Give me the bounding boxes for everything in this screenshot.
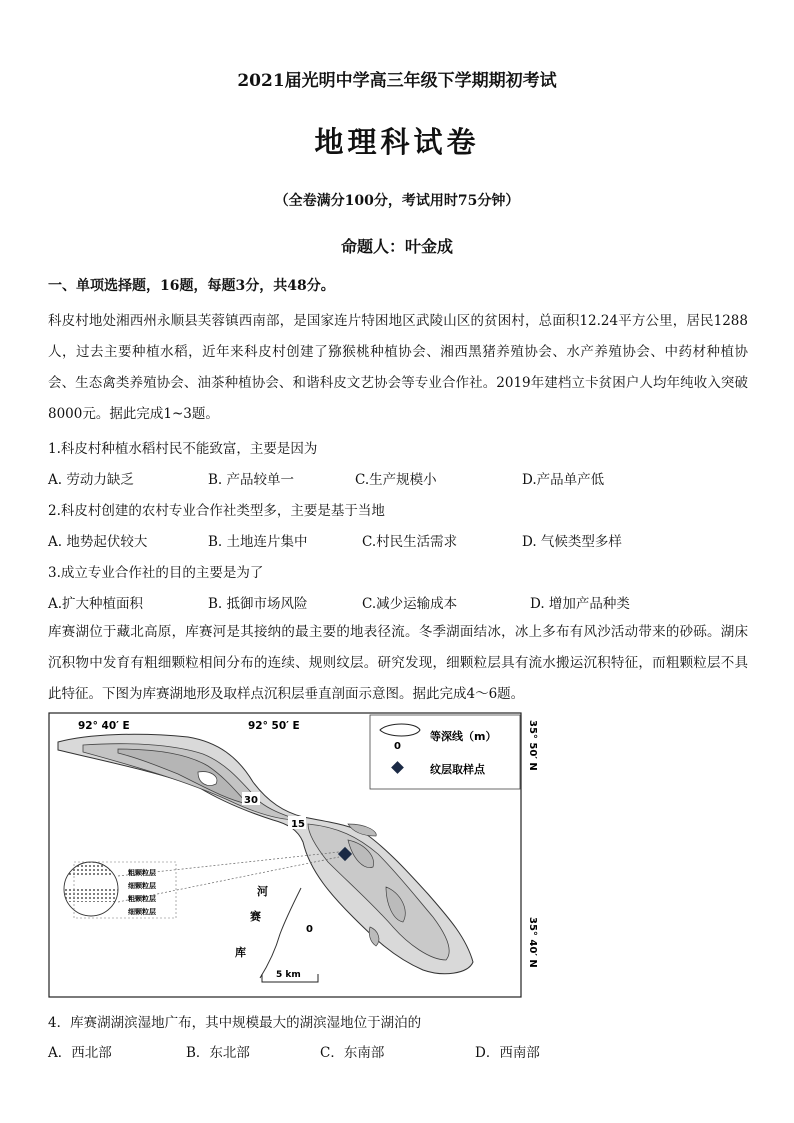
q3-option-c: C.减少运输成本 <box>362 596 458 612</box>
contour-label-15: 15 <box>291 819 305 830</box>
question-4-stem: 4．库赛湖湖滨湿地广布，其中规模最大的湖滨湿地位于湖泊的 <box>48 1015 422 1031</box>
q2-option-a: A. 地势起伏较大 <box>48 534 148 550</box>
profile-layer-4: 细颗粒层 <box>128 908 156 916</box>
scale-label: 5 km <box>276 970 301 980</box>
q2-option-d: D. 气候类型多样 <box>522 534 622 550</box>
latitude-top-label: 35° 50′ N <box>527 720 538 771</box>
question-1-stem: 1.科皮村种植水稻村民不能致富，主要是因为 <box>48 441 318 457</box>
passage-1: 科皮村地处湘西州永顺县芙蓉镇西南部，是国家连片特困地区武陵山区的贫困村，总面积12.24平方公里，居民1288人，过去主要种植水稻，近年来科皮村创建了猕猴桃种植协会、湘西黑猪养殖协会、水产养殖协会、中药材种植协会、生态禽类养殖协会、油茶种植协会、和谐科皮文艺协会等专业合作社。2019年建档立卡贫困户人均年纯收入突破8000元。据此完成1~3题。 <box>48 313 748 422</box>
map-legend <box>370 715 520 789</box>
passage-2: 库赛湖位于藏北高原，库赛河是其接纳的最主要的地表径流。冬季湖面结冰，冰上多布有风沙活动带来的砂砾。湖床沉积物中发育有粗细颗粒相间分布的连续、规则纹层。研究发现，细颗粒层具有流水搬运沉积特征，而粗颗粒层不具此特征。下图为库赛湖地形及取样点沉积层垂直剖面示意图。据此完成4～6题。 <box>48 624 748 702</box>
q2-option-b: B. 土地连片集中 <box>208 534 308 550</box>
contour-label-0: 0 <box>306 924 313 935</box>
q1-option-b: B. 产品较单一 <box>208 472 295 488</box>
river-label-ku: 库 <box>235 946 246 959</box>
profile-layer-2: 细颗粒层 <box>128 882 156 890</box>
kusai-lake-map <box>48 712 546 998</box>
score-note: （全卷满分100分，考试用时75分钟） <box>274 193 520 209</box>
section-title: 一、单项选择题，16题，每题3分，共48分。 <box>48 278 335 294</box>
contour-label-30: 30 <box>244 795 258 806</box>
longitude-left-label: 92° 40′ E <box>78 720 130 732</box>
school-title: 2021届光明中学高三年级下学期期初考试 <box>237 71 557 91</box>
subject-title: 地理科试卷 <box>314 125 480 159</box>
q3-option-b: B. 抵御市场风险 <box>208 596 308 612</box>
legend-contour-sample: 0 <box>394 741 401 752</box>
q4-option-b: B．东北部 <box>186 1045 250 1061</box>
q1-option-c: C.生产规模小 <box>355 472 437 488</box>
q2-option-c: C.村民生活需求 <box>362 534 458 550</box>
q3-option-a: A.扩大种植面积 <box>48 596 144 612</box>
q4-option-c: C．东南部 <box>320 1045 385 1061</box>
question-2-stem: 2.科皮村创建的农村专业合作社类型多，主要是基于当地 <box>48 503 385 519</box>
profile-layer-1: 粗颗粒层 <box>128 869 156 877</box>
latitude-bottom-label: 35° 40′ N <box>527 917 538 968</box>
q1-option-d: D.产品单产低 <box>522 472 605 488</box>
question-3-stem: 3.成立专业合作社的目的主要是为了 <box>48 565 264 581</box>
profile-layer-3: 粗颗粒层 <box>128 895 156 903</box>
q1-option-a: A. 劳动力缺乏 <box>48 472 134 488</box>
q3-option-d: D. 增加产品种类 <box>530 596 630 612</box>
river-label-he: 河 <box>257 885 268 898</box>
author-line: 命题人：叶金成 <box>340 237 453 256</box>
q4-option-d: D．西南部 <box>475 1045 540 1061</box>
q4-option-a: A．西北部 <box>48 1045 112 1061</box>
longitude-right-label: 92° 50′ E <box>248 720 300 732</box>
legend-sample-label: 纹层取样点 <box>430 763 485 776</box>
legend-contour-label: 等深线（m） <box>430 730 497 743</box>
river-label-sai: 赛 <box>250 910 261 923</box>
